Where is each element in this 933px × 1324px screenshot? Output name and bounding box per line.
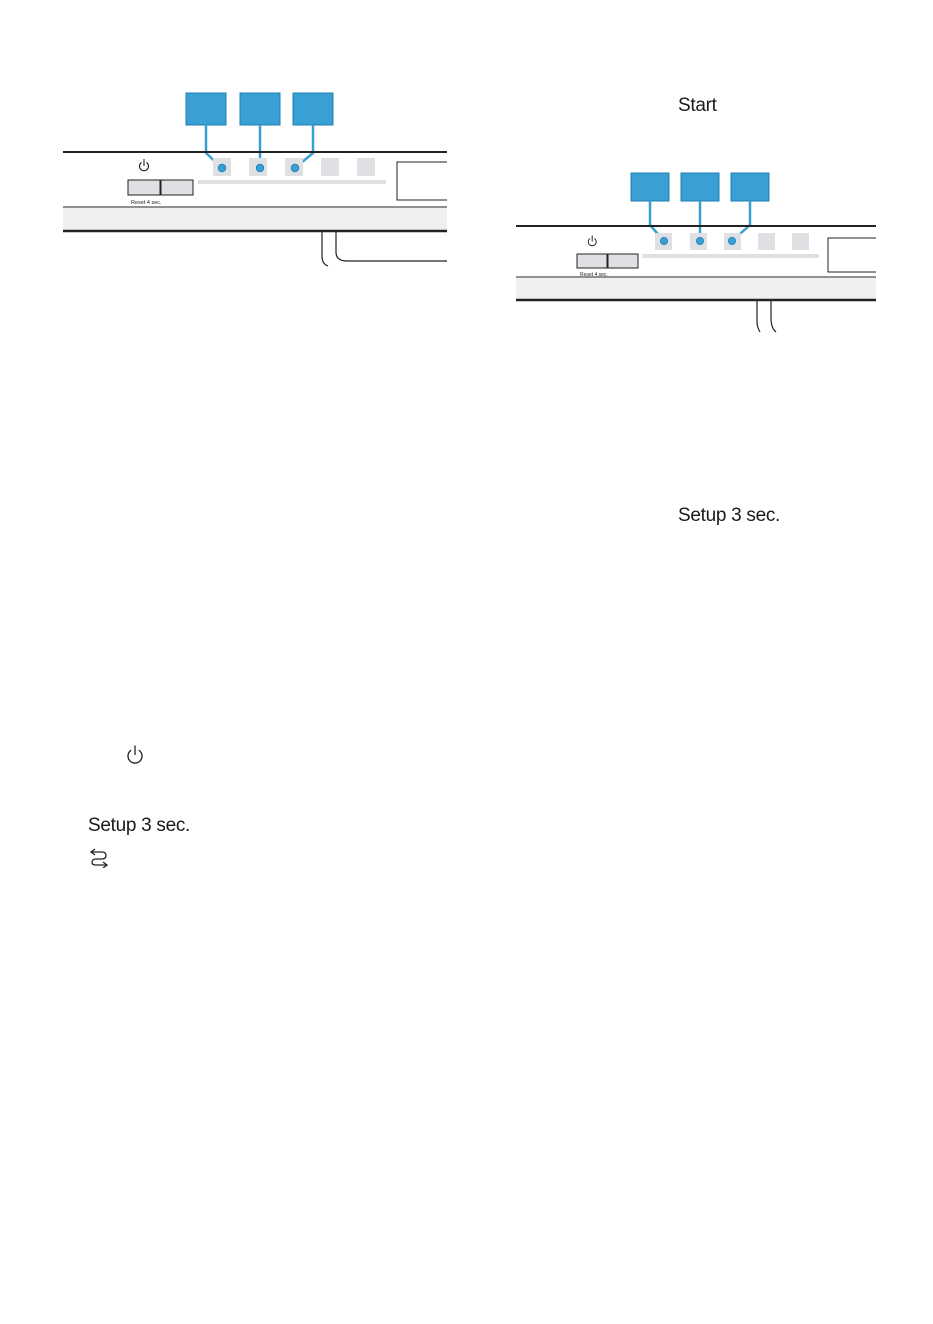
- control-panel-diagram-right: [0, 0, 933, 360]
- door-handle: [757, 301, 760, 332]
- callout-box-1: [631, 173, 669, 201]
- panel-strip: [516, 278, 876, 299]
- reset-label-left: Reset 4 sec.: [131, 200, 162, 206]
- setup-label-left: Setup 3 sec.: [88, 815, 191, 836]
- swap-arrows-icon: [88, 848, 110, 868]
- power-icon: [588, 236, 596, 246]
- panel-key-4[interactable]: [758, 233, 775, 250]
- reset-label-right: Reset 4 sec.: [580, 272, 608, 278]
- setup-label-right: Setup 3 sec.: [678, 505, 781, 526]
- callout-box-3: [731, 173, 769, 201]
- indicator-bar: [642, 254, 819, 258]
- panel-button-left-a[interactable]: [577, 254, 607, 268]
- panel-key-5[interactable]: [792, 233, 809, 250]
- power-icon: [124, 744, 146, 766]
- display-window: [828, 238, 876, 272]
- callout-box-2: [681, 173, 719, 201]
- start-label: Start: [678, 95, 717, 116]
- panel-button-left-b[interactable]: [608, 254, 638, 268]
